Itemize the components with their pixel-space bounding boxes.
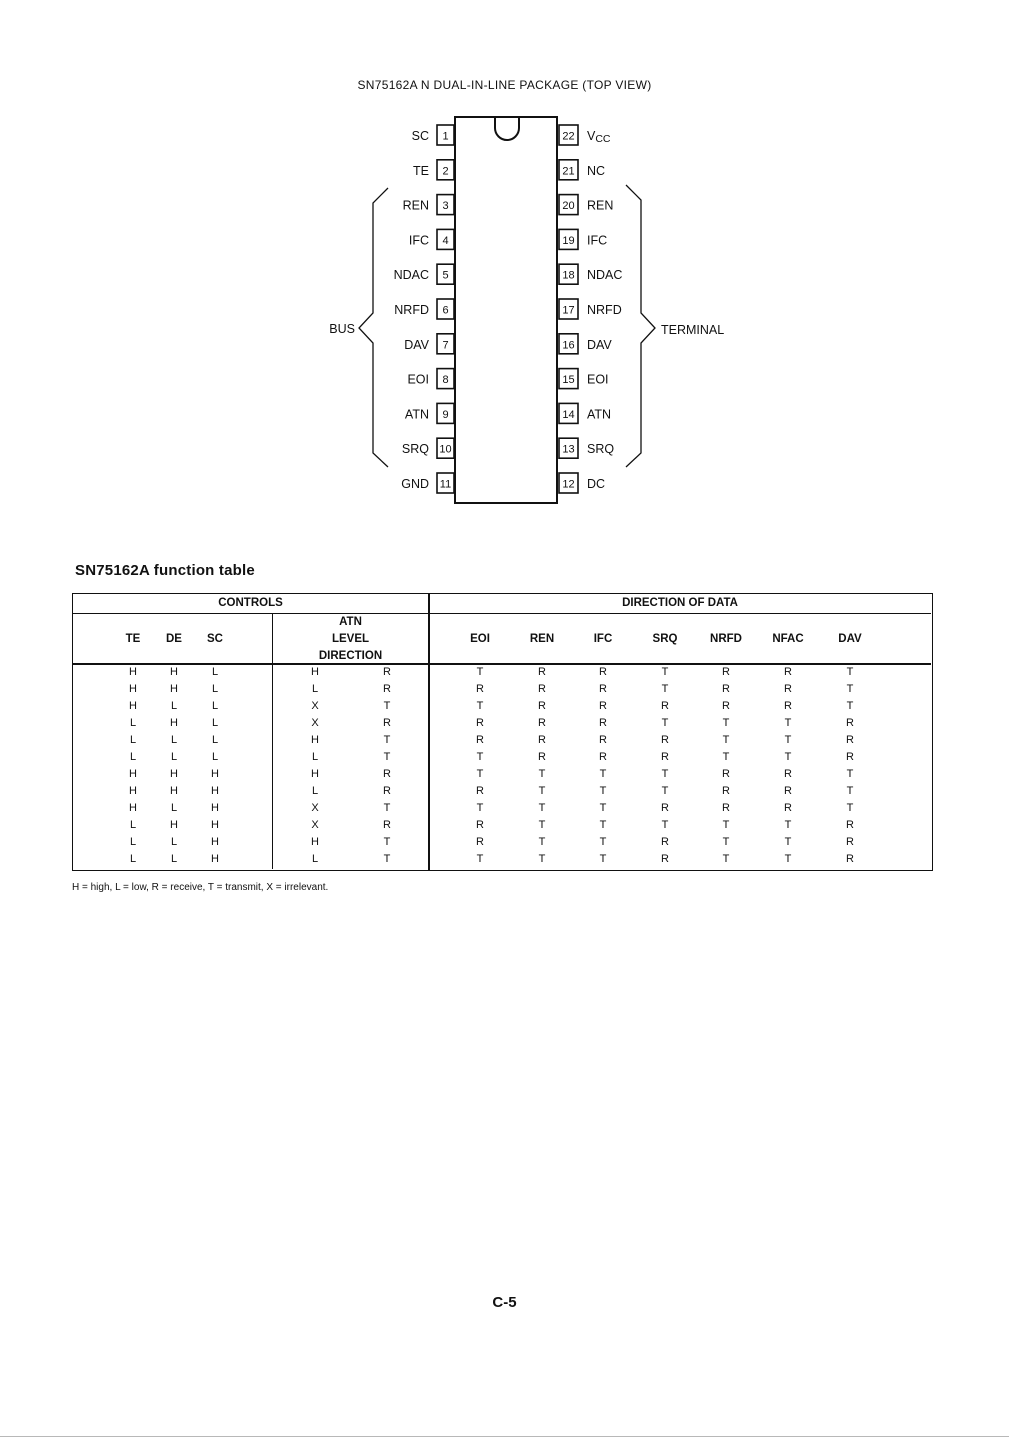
table-cell: H — [170, 666, 178, 678]
column-header-ren: REN — [529, 633, 555, 645]
table-cell: R — [722, 683, 730, 695]
left-pin-label: IFC — [408, 233, 429, 248]
terminal-label: TERMINAL — [661, 323, 725, 337]
table-cell: L — [129, 819, 137, 831]
right-pin-label: DAV — [587, 337, 612, 352]
left-pin-label: DAV — [404, 337, 429, 352]
table-cell: T — [476, 768, 484, 780]
table-cell: T — [846, 802, 854, 814]
table-cell: H — [311, 734, 319, 746]
right-pin-label: NC — [587, 163, 606, 178]
table-cell: T — [722, 734, 730, 746]
table-cell: T — [784, 717, 792, 729]
table-cell: L — [170, 836, 178, 848]
table-cell: L — [129, 751, 137, 763]
table-cell: R — [599, 683, 607, 695]
table-cell: T — [661, 666, 669, 678]
table-cell: T — [538, 768, 546, 780]
table-cell: H — [129, 802, 137, 814]
group-header-rule — [73, 613, 931, 614]
table-cell: L — [211, 717, 219, 729]
table-cell: H — [170, 717, 178, 729]
table-cell: R — [538, 700, 546, 712]
right-pin-number: 13 — [562, 443, 575, 456]
table-cell: R — [383, 819, 391, 831]
table-cell: L — [311, 853, 319, 865]
table-cell: X — [311, 802, 319, 814]
direction-group-header: DIRECTION OF DATA — [622, 597, 738, 609]
left-pin-label: SRQ — [401, 442, 429, 457]
table-cell: R — [599, 717, 607, 729]
right-pin-number: 20 — [562, 200, 575, 213]
table-cell: T — [846, 683, 854, 695]
table-heading: SN75162A function table — [75, 562, 255, 579]
pin1-notch — [495, 117, 519, 140]
table-cell: T — [599, 853, 607, 865]
table-cell: L — [211, 734, 219, 746]
left-pin-number: 2 — [442, 165, 449, 178]
table-cell: R — [722, 802, 730, 814]
table-cell: L — [311, 683, 319, 695]
right-pin-number: 12 — [562, 478, 575, 491]
table-cell: H — [311, 768, 319, 780]
table-cell: T — [722, 751, 730, 763]
table-cell: H — [170, 683, 178, 695]
table-cell: H — [129, 700, 137, 712]
bus-brace — [359, 188, 388, 467]
table-cell: R — [846, 734, 854, 746]
table-cell: T — [846, 700, 854, 712]
table-cell: T — [538, 819, 546, 831]
page-number: C-5 — [492, 1294, 517, 1311]
right-pin-label: IFC — [587, 233, 608, 248]
table-cell: R — [784, 683, 792, 695]
table-cell: R — [476, 819, 484, 831]
table-cell: T — [661, 768, 669, 780]
table-cell: T — [383, 700, 391, 712]
bottom-rule — [0, 1436, 1009, 1437]
table-cell: R — [538, 751, 546, 763]
table-cell: H — [170, 768, 178, 780]
table-cell: R — [784, 802, 792, 814]
table-cell: L — [170, 802, 178, 814]
table-cell: H — [170, 819, 178, 831]
table-cell: T — [722, 836, 730, 848]
table-cell: T — [383, 853, 391, 865]
table-cell: T — [661, 819, 669, 831]
column-header-srq: SRQ — [652, 633, 678, 645]
table-cell: T — [661, 717, 669, 729]
table-cell: R — [846, 717, 854, 729]
table-cell: X — [311, 700, 319, 712]
table-cell: R — [722, 785, 730, 797]
right-pin-number: 19 — [562, 234, 575, 247]
table-cell: R — [784, 785, 792, 797]
left-pin-label: NRFD — [394, 303, 429, 317]
bus-label: BUS — [329, 322, 355, 336]
table-cell: R — [846, 751, 854, 763]
function-table — [72, 593, 933, 871]
table-cell: T — [383, 734, 391, 746]
table-cell: L — [170, 700, 178, 712]
left-pin-number: 4 — [442, 234, 449, 247]
column-header-nfac: NFAC — [772, 633, 804, 645]
table-cell: T — [383, 751, 391, 763]
table-cell: H — [211, 819, 219, 831]
table-cell: T — [784, 819, 792, 831]
dip-package-diagram — [0, 0, 1009, 540]
table-cell: R — [538, 666, 546, 678]
left-pin-label: ATN — [404, 407, 429, 422]
table-cell: L — [211, 683, 219, 695]
table-cell: R — [599, 700, 607, 712]
table-cell: L — [211, 700, 219, 712]
table-cell: R — [784, 700, 792, 712]
table-cell: T — [599, 785, 607, 797]
table-cell: R — [661, 853, 669, 865]
diagram-title: SN75162A N DUAL-IN-LINE PACKAGE (TOP VIEW) — [357, 78, 652, 92]
column-header-te: TE — [125, 633, 141, 645]
table-footnote: H = high, L = low, R = receive, T = transmit, X = irrelevant. — [72, 882, 329, 893]
column-header-ifc: IFC — [593, 633, 613, 645]
column-header-atn: DIRECTION — [318, 650, 383, 662]
left-pin-number: 1 — [442, 130, 449, 143]
table-cell: T — [784, 751, 792, 763]
table-cell: R — [846, 836, 854, 848]
package-body — [455, 117, 557, 503]
table-cell: T — [476, 751, 484, 763]
table-cell: T — [383, 802, 391, 814]
left-pin-number: 10 — [439, 443, 452, 456]
left-pin-label: GND — [401, 477, 429, 491]
table-cell: T — [846, 666, 854, 678]
right-pin-label: EOI — [587, 372, 609, 387]
table-cell: R — [538, 717, 546, 729]
table-cell: R — [538, 683, 546, 695]
table-cell: H — [129, 768, 137, 780]
table-cell: R — [538, 734, 546, 746]
left-pin-label: SC — [411, 129, 429, 143]
left-pin-label: NDAC — [393, 268, 429, 283]
left-pin-label: EOI — [407, 372, 429, 387]
table-cell: L — [311, 751, 319, 763]
right-pin-number: 14 — [562, 408, 575, 421]
table-cell: L — [129, 853, 137, 865]
table-cell: H — [211, 836, 219, 848]
table-cell: T — [538, 785, 546, 797]
left-pin-label: TE — [413, 163, 429, 178]
table-cell: R — [476, 683, 484, 695]
table-cell: T — [722, 853, 730, 865]
table-cell: T — [538, 853, 546, 865]
table-cell: T — [538, 836, 546, 848]
table-cell: R — [661, 751, 669, 763]
table-cell: R — [383, 717, 391, 729]
table-cell: R — [784, 666, 792, 678]
table-cell: T — [661, 785, 669, 797]
table-cell: X — [311, 717, 319, 729]
table-cell: R — [599, 666, 607, 678]
table-cell: H — [170, 785, 178, 797]
controls-group-header: CONTROLS — [218, 597, 283, 609]
column-header-dav: DAV — [838, 633, 862, 645]
right-pin-number: 18 — [562, 269, 575, 282]
left-pin-label: REN — [402, 198, 429, 213]
table-cell: T — [784, 836, 792, 848]
table-cell: L — [170, 751, 178, 763]
column-header-atn: ATN — [339, 616, 362, 628]
table-cell: T — [476, 666, 484, 678]
table-cell: L — [129, 717, 137, 729]
left-pin-number: 5 — [442, 269, 449, 282]
column-header-de: DE — [166, 633, 182, 645]
table-cell: T — [722, 717, 730, 729]
column-header-eoi: EOI — [470, 633, 490, 645]
table-cell: L — [311, 785, 319, 797]
left-pin-number: 8 — [442, 374, 449, 387]
table-cell: R — [661, 734, 669, 746]
table-cell: R — [383, 666, 391, 678]
table-cell: H — [211, 768, 219, 780]
right-pin-number: 22 — [562, 130, 575, 143]
table-cell: R — [476, 734, 484, 746]
table-cell: T — [722, 819, 730, 831]
table-cell: R — [476, 836, 484, 848]
table-cell: R — [476, 785, 484, 797]
right-pin-label: DC — [587, 477, 606, 491]
table-cell: T — [846, 768, 854, 780]
left-pin-number: 7 — [442, 339, 449, 352]
table-cell: T — [599, 819, 607, 831]
left-pin-number: 9 — [442, 408, 449, 421]
right-pin-label: ATN — [587, 407, 612, 422]
table-cell: R — [383, 785, 391, 797]
table-cell: H — [311, 666, 319, 678]
table-cell: R — [661, 700, 669, 712]
table-cell: T — [538, 802, 546, 814]
left-pin-number: 11 — [439, 478, 452, 491]
column-header-atn: LEVEL — [331, 633, 370, 645]
table-cell: R — [599, 734, 607, 746]
left-pin-number: 6 — [442, 304, 449, 317]
table-cell: H — [129, 785, 137, 797]
table-cell: T — [476, 853, 484, 865]
table-cell: H — [311, 836, 319, 848]
table-cell: R — [722, 666, 730, 678]
table-cell: L — [211, 751, 219, 763]
table-cell: L — [211, 666, 219, 678]
table-cell: R — [383, 768, 391, 780]
right-pin-label: NDAC — [587, 268, 623, 283]
table-cell: R — [661, 802, 669, 814]
table-cell: L — [129, 836, 137, 848]
table-cell: T — [599, 802, 607, 814]
right-pin-number: 15 — [562, 374, 575, 387]
table-cell: T — [383, 836, 391, 848]
table-cell: T — [476, 802, 484, 814]
table-cell: R — [722, 700, 730, 712]
table-cell: T — [784, 853, 792, 865]
table-cell: L — [170, 734, 178, 746]
table-cell: R — [599, 751, 607, 763]
table-cell: R — [846, 853, 854, 865]
right-pin-label: VCC — [587, 129, 611, 145]
table-cell: T — [661, 683, 669, 695]
table-cell: R — [383, 683, 391, 695]
table-cell: H — [129, 683, 137, 695]
table-cell: R — [722, 768, 730, 780]
table-cell: T — [784, 734, 792, 746]
table-cell: L — [129, 734, 137, 746]
table-cell: X — [311, 819, 319, 831]
column-header-sc: SC — [207, 633, 223, 645]
group-divider — [428, 594, 430, 870]
column-header-rule — [73, 663, 931, 665]
table-cell: T — [599, 836, 607, 848]
left-pin-number: 3 — [442, 200, 449, 213]
table-cell: H — [211, 853, 219, 865]
table-cell: R — [661, 836, 669, 848]
table-cell: H — [211, 785, 219, 797]
table-cell: R — [476, 717, 484, 729]
terminal-brace — [626, 185, 655, 467]
right-pin-label: NRFD — [587, 303, 622, 317]
table-cell: T — [476, 700, 484, 712]
column-header-nrfd: NRFD — [710, 633, 742, 645]
right-pin-number: 21 — [562, 165, 575, 178]
table-cell: H — [211, 802, 219, 814]
table-cell: T — [846, 785, 854, 797]
right-pin-label: REN — [587, 198, 614, 213]
right-pin-number: 16 — [562, 339, 575, 352]
right-pin-number: 17 — [562, 304, 575, 317]
table-cell: L — [170, 853, 178, 865]
right-pin-label: SRQ — [587, 442, 615, 457]
table-cell: R — [784, 768, 792, 780]
table-cell: H — [129, 666, 137, 678]
table-cell: T — [599, 768, 607, 780]
table-cell: R — [846, 819, 854, 831]
